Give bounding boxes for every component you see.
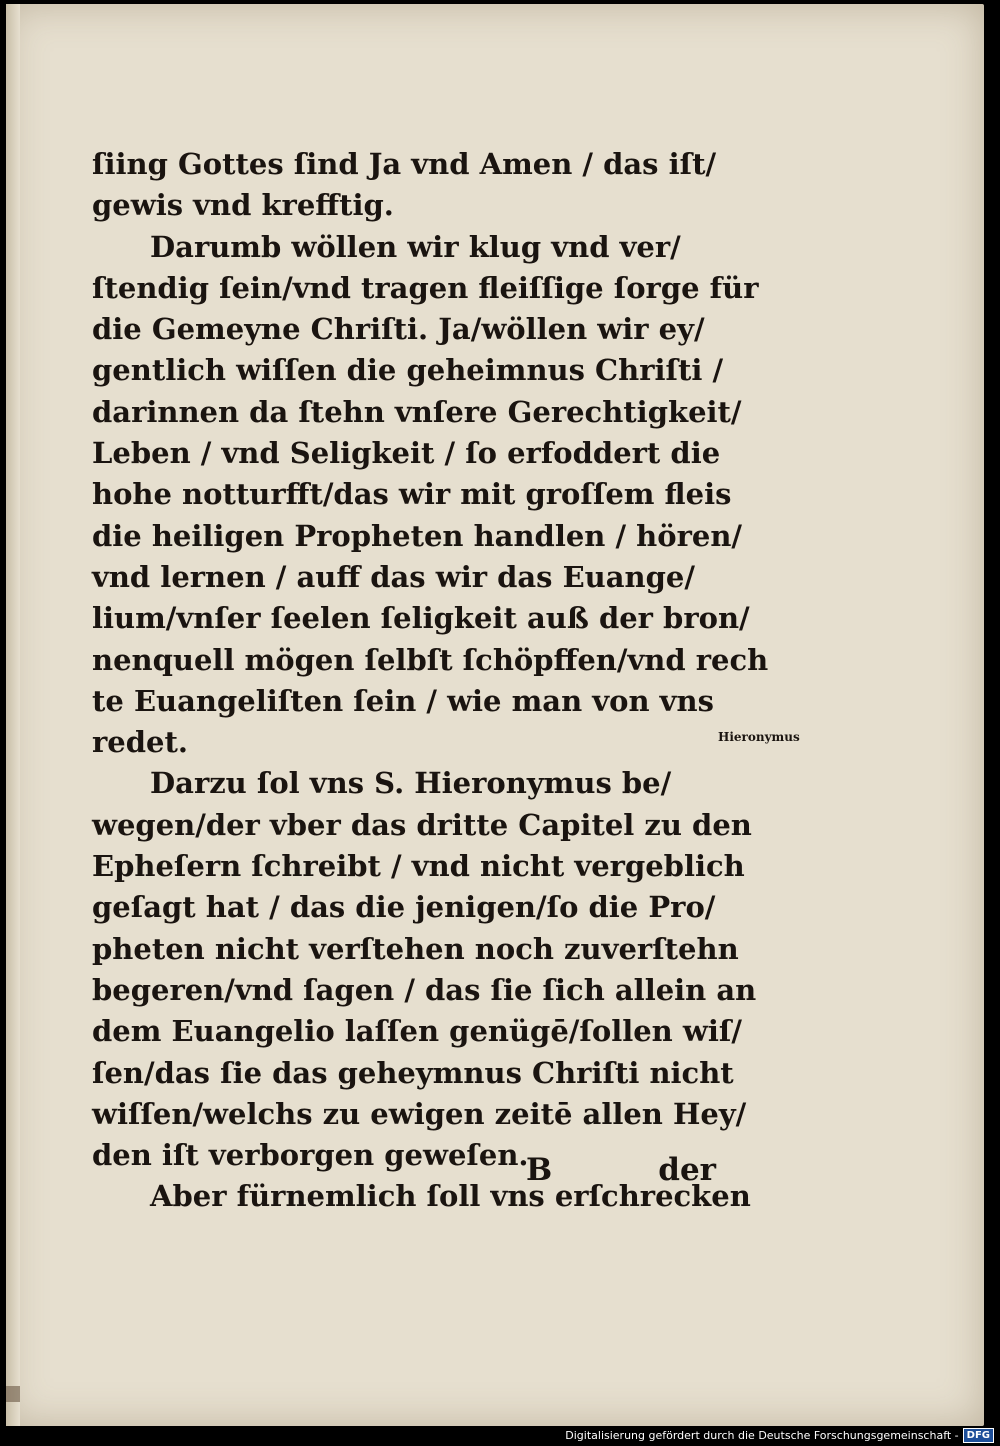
signature-line — [526, 1152, 716, 1188]
text-line: nenquell mögen ſelbſt ſchöpffen/vnd rech — [92, 642, 769, 677]
text-line: Leben / vnd Seligkeit / ſo erfoddert die — [92, 436, 721, 471]
digitization-footer — [565, 1424, 994, 1446]
text-line: gentlich wiſſen die geheimnus Chriſti / — [92, 353, 724, 388]
text-line: redet. — [92, 725, 188, 760]
main-text-block — [92, 144, 769, 1218]
text-line: begeren/vnd ſagen / das ſie ſich allein an — [92, 972, 757, 1007]
signature-mark: B — [526, 1152, 553, 1188]
text-line: dem Euangelio laſſen genügē/ſollen wiſ/ — [92, 1014, 742, 1049]
text-line: Darumb wöllen wir klug vnd ver/ — [150, 229, 681, 264]
text-line: Darzu ſol vns S. Hieronymus be/ — [150, 766, 672, 801]
page-edge — [6, 4, 20, 1426]
text-line: den iſt verborgen geweſen. — [92, 1138, 529, 1173]
text-line: hohe notturfft/das wir mit groſſem fleis — [92, 477, 732, 512]
text-line: gewis vnd krefftig. — [92, 188, 394, 223]
text-line: pheten nicht verſtehen noch zuverſtehn — [92, 931, 739, 966]
catchword: der — [658, 1152, 716, 1188]
text-line: Epheſern ſchreibt / vnd nicht vergeblich — [92, 849, 745, 884]
text-line: wegen/der vber das dritte Capitel zu den — [92, 807, 752, 842]
scan-edge-mark — [6, 1386, 20, 1402]
text-line: wiſſen/welchs zu ewigen zeitē allen Hey/ — [92, 1096, 747, 1131]
text-line: geſagt hat / das die jenigen/ſo die Pro/ — [92, 890, 716, 925]
text-line: die heiligen Propheten handlen / hören/ — [92, 518, 743, 553]
text-line: te Euangeliſten ſein / wie man von vns — [92, 683, 714, 718]
text-line: ſen/das ſie das geheymnus Chriſti nicht — [92, 1055, 734, 1090]
book-page — [6, 4, 984, 1426]
dfg-logo-icon: DFG — [963, 1428, 994, 1443]
text-line: vnd lernen / auff das wir das Euange/ — [92, 559, 695, 594]
text-line: Aber fürnemlich ſoll vns erſchrecken — [150, 1179, 751, 1214]
marginal-note: Hieronymus — [718, 730, 800, 744]
text-line: darinnen da ſtehn vnſere Gerechtigkeit/ — [92, 394, 742, 429]
footer-credit: Digitalisierung gefördert durch die Deutsche Forschungsgemeinschaft - — [565, 1428, 959, 1442]
text-line: lium/vnſer ſeelen ſeligkeit auß der bron/ — [92, 601, 750, 636]
text-line: die Gemeyne Chriſti. Ja/wöllen wir ey/ — [92, 312, 705, 347]
text-line: ſtendig ſein/vnd tragen fleiſſige ſorge für — [92, 270, 759, 305]
text-line: ſiing Gottes ſind Ja vnd Amen / das iſt/ — [92, 147, 717, 181]
